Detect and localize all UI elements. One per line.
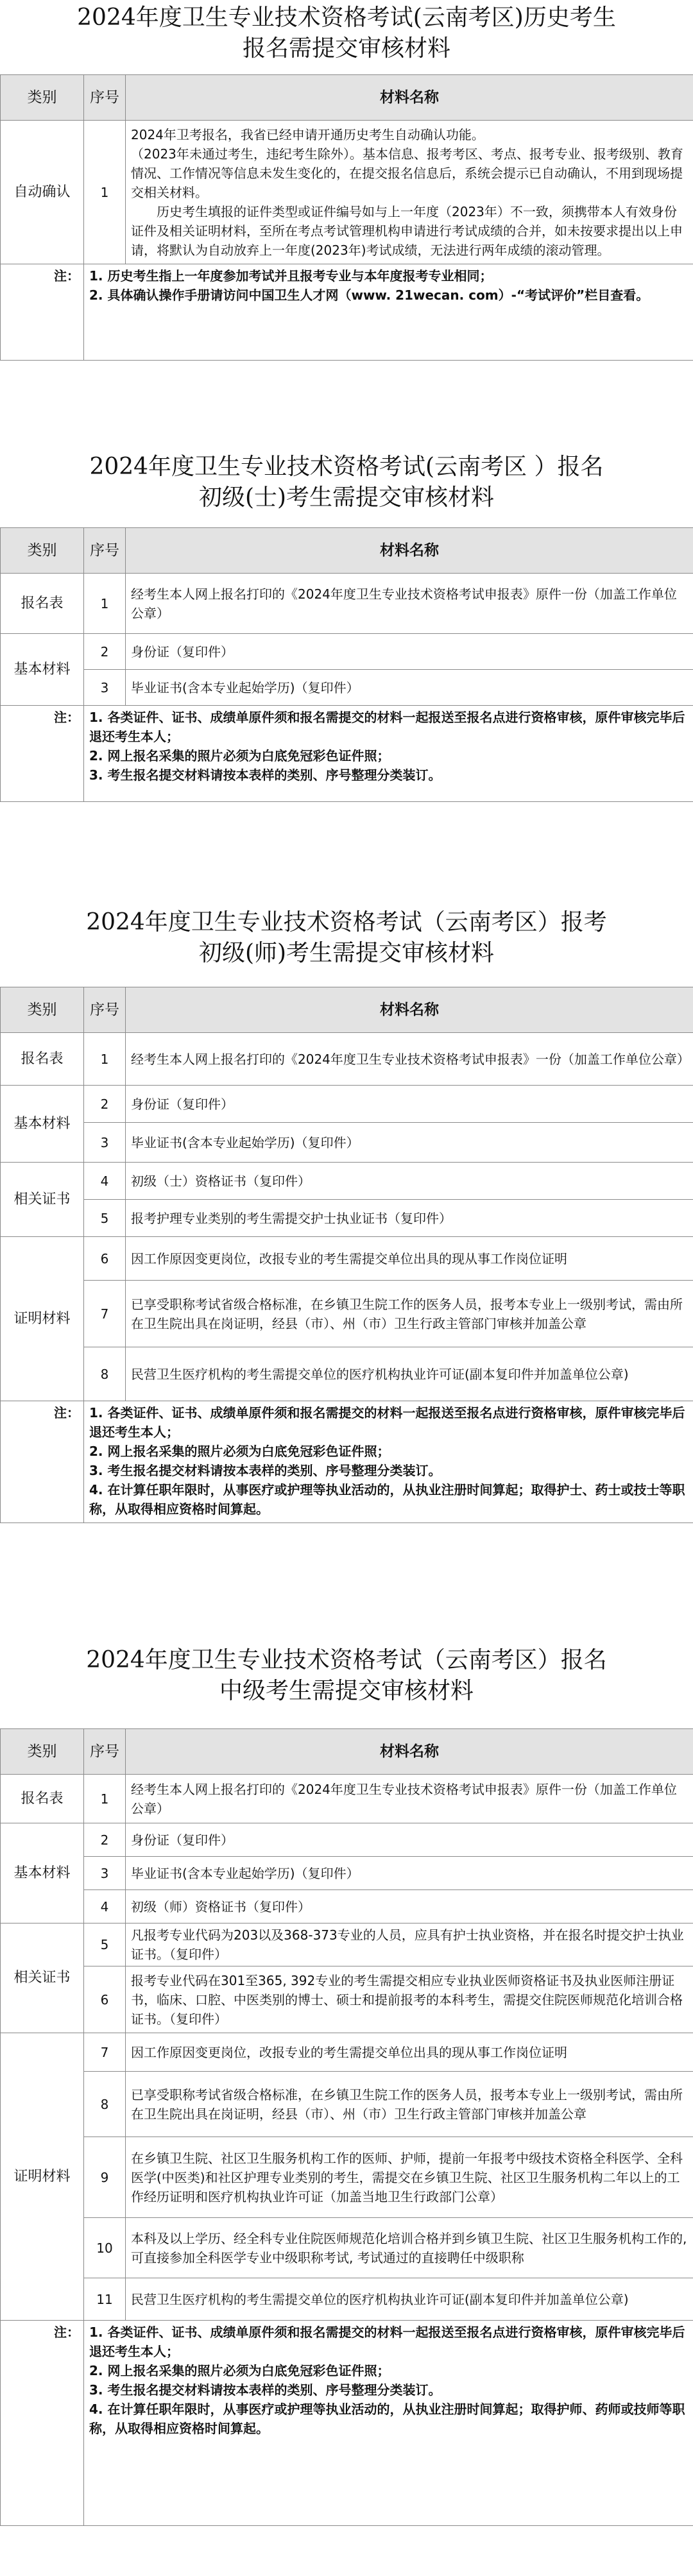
table-row <box>1 1033 693 1086</box>
header-row <box>1 987 693 1033</box>
note-item: 3. 考生报名提交材料请按本表样的类别、序号整理分类装订。 <box>89 2382 441 2398</box>
number-cell: 1 <box>84 574 126 634</box>
notes-cell <box>84 2321 693 2526</box>
notes-row <box>1 706 693 802</box>
table-row <box>1 2072 693 2137</box>
header-row <box>1 528 693 574</box>
title-line: 初级(师)考生需提交审核材料 <box>198 940 495 966</box>
title-line: 报名需提交审核材料 <box>242 35 450 62</box>
material-cell: 已享受职称考试省级合格标准，在乡镇卫生院工作的医务人员，报考本专业上一级别考试，需由所在卫生院出具在岗证明，经县（市）、州（市）卫生行政主管部门审核并加盖公章 <box>126 1281 693 1347</box>
table-row <box>1 670 693 706</box>
number-cell: 3 <box>84 1123 126 1163</box>
number-cell: 10 <box>84 2218 126 2278</box>
number-cell: 1 <box>84 1775 126 1823</box>
material-cell: 在乡镇卫生院、社区卫生服务机构工作的医师、护师，提前一年报考中级技术资格全科医学、全科医学(中医类)和社区护理专业类别的考生，需提交在乡镇卫生院、社区卫生服务机构二年以上的工作经历证明和医疗机构执业许可证（加盖当地卫生行政部门公章） <box>126 2137 693 2218</box>
notes-cell <box>84 264 693 361</box>
number-cell: 4 <box>84 1890 126 1923</box>
material-cell: 身份证（复印件） <box>126 634 693 670</box>
category-cell: 证明材料 <box>1 1237 84 1401</box>
material-cell: 身份证（复印件） <box>126 1086 693 1123</box>
section-2 <box>0 449 693 802</box>
category-cell: 基本材料 <box>1 634 84 706</box>
section-title <box>0 905 693 987</box>
material-cell: 已享受职称考试省级合格标准，在乡镇卫生院工作的医务人员，报考本专业上一级别考试，需由所在卫生院出具在岗证明，经县（市）、州（市）卫生行政主管部门审核并加盖公章 <box>126 2072 693 2137</box>
table-row <box>1 1890 693 1923</box>
note-item: 1. 各类证件、证书、成绩单原件须和报名需提交的材料一起报送至报名点进行资格审核，原件审核完毕后退还考生本人； <box>89 710 685 744</box>
header-name: 材料名称 <box>126 75 693 121</box>
note-label: 注： <box>1 2321 84 2526</box>
note-label: 注： <box>1 264 84 361</box>
title-line: 2024年度卫生专业技术资格考试(云南考区 ）报名 <box>89 454 604 480</box>
note-item: 1. 各类证件、证书、成绩单原件须和报名需提交的材料一起报送至报名点进行资格审核，原件审核完毕后退还考生本人； <box>89 1405 685 1440</box>
title-line: 中级考生需提交审核材料 <box>219 1678 474 1704</box>
section-3 <box>0 905 693 1523</box>
table-row <box>1 1923 693 1966</box>
header-number: 序号 <box>84 1729 126 1775</box>
material-cell: 凡报考专业代码为203以及368-373专业的人员，应具有护士执业资格，并在报名时提交护士执业证书。（复印件） <box>126 1923 693 1966</box>
material-cell: 因工作原因变更岗位，改报专业的考生需提交单位出具的现从事工作岗位证明 <box>126 1237 693 1281</box>
header-name: 材料名称 <box>126 1729 693 1775</box>
material-cell: 身份证（复印件） <box>126 1823 693 1857</box>
table-row <box>1 1163 693 1200</box>
number-cell: 6 <box>84 1237 126 1281</box>
header-row <box>1 1729 693 1775</box>
material-cell: 民营卫生医疗机构的考生需提交单位的医疗机构执业许可证(副本复印件并加盖单位公章) <box>126 2278 693 2321</box>
category-cell: 基本材料 <box>1 1823 84 1923</box>
title-line: 初级(士)考生需提交审核材料 <box>198 484 495 511</box>
category-cell: 报名表 <box>1 574 84 634</box>
material-cell: 毕业证书(含本专业起始学历)（复印件） <box>126 1857 693 1890</box>
number-cell: 3 <box>84 1857 126 1890</box>
header-row <box>1 75 693 121</box>
note-item: 2. 网上报名采集的照片必须为白底免冠彩色证件照； <box>89 748 390 763</box>
number-cell: 8 <box>84 2072 126 2137</box>
number-cell: 5 <box>84 1200 126 1237</box>
note-item: 4. 在计算任职年限时，从事医疗或护理等执业活动的，从执业注册时间算起；取得护师、药师或技师等职称，从取得相应资格时间算起。 <box>89 2401 685 2436</box>
number-cell: 1 <box>84 1033 126 1086</box>
category-cell: 报名表 <box>1 1775 84 1823</box>
material-cell: 初级（师）资格证书（复印件） <box>126 1890 693 1923</box>
note-item: 2. 具体确认操作手册请访问中国卫生人才网（www. 21wecan. com）-“考试评价”栏目查看。 <box>89 287 649 303</box>
title-line: 2024年度卫生专业技术资格考试（云南考区）报名 <box>86 1647 607 1673</box>
table-row <box>1 634 693 670</box>
header-name: 材料名称 <box>126 987 693 1033</box>
table-row <box>1 1823 693 1857</box>
material-cell: 因工作原因变更岗位，改报专业的考生需提交单位出具的现从事工作岗位证明 <box>126 2033 693 2072</box>
number-cell: 4 <box>84 1163 126 1200</box>
table-row <box>1 1966 693 2033</box>
section-title <box>0 1642 693 1728</box>
material-cell: 报考专业代码在301至365, 392专业的考生需提交相应专业执业医师资格证书及执业医师注册证书，临床、口腔、中医类别的博士、硕士和提前报考的本科考生，需提交住院医师规范化培训合格证书。（复印件） <box>126 1966 693 2033</box>
material-cell: 毕业证书(含本专业起始学历)（复印件） <box>126 1123 693 1163</box>
number-cell: 2 <box>84 634 126 670</box>
notes-row <box>1 1401 693 1523</box>
table-row <box>1 1775 693 1823</box>
number-cell: 9 <box>84 2137 126 2218</box>
number-cell: 7 <box>84 2033 126 2072</box>
number-cell: 3 <box>84 670 126 706</box>
section-4 <box>0 1642 693 2526</box>
note-item: 2. 网上报名采集的照片必须为白底免冠彩色证件照； <box>89 1444 390 1459</box>
title-line: 2024年度卫生专业技术资格考试(云南考区)历史考生 <box>77 4 616 31</box>
note-label: 注： <box>1 1401 84 1523</box>
header-number: 序号 <box>84 75 126 121</box>
header-category: 类别 <box>1 987 84 1033</box>
number-cell: 7 <box>84 1281 126 1347</box>
material-cell: 本科及以上学历、经全科专业住院医师规范化培训合格并到乡镇卫生院、社区卫生服务机构工作的, 可直接参加全科医学专业中级职称考试, 考试通过的直接聘任中级职称 <box>126 2218 693 2278</box>
header-name: 材料名称 <box>126 528 693 574</box>
material-cell: 民营卫生医疗机构的考生需提交单位的医疗机构执业许可证(副本复印件并加盖单位公章) <box>126 1347 693 1401</box>
note-item: 3. 考生报名提交材料请按本表样的类别、序号整理分类装订。 <box>89 1463 441 1478</box>
title-line: 2024年度卫生专业技术资格考试（云南考区）报考 <box>86 909 607 935</box>
section-title <box>0 0 693 74</box>
header-category: 类别 <box>1 1729 84 1775</box>
table-row <box>1 2278 693 2321</box>
notes-row <box>1 264 693 361</box>
number-cell: 8 <box>84 1347 126 1401</box>
material-cell: 经考生本人网上报名打印的《2024年度卫生专业技术资格考试申报表》原件一份（加盖工作单位公章） <box>126 574 693 634</box>
number-cell: 6 <box>84 1966 126 2033</box>
category-cell: 自动确认 <box>1 121 84 264</box>
table-row <box>1 1237 693 1281</box>
materials-table <box>0 987 693 1523</box>
notes-cell <box>84 706 693 802</box>
category-cell: 基本材料 <box>1 1086 84 1163</box>
header-category: 类别 <box>1 75 84 121</box>
table-row <box>1 2218 693 2278</box>
table-row <box>1 2137 693 2218</box>
material-cell: 报考护理专业类别的考生需提交护士执业证书（复印件） <box>126 1200 693 1237</box>
table-row <box>1 1347 693 1401</box>
material-cell: 经考生本人网上报名打印的《2024年度卫生专业技术资格考试申报表》一份（加盖工作单位公章） <box>126 1033 693 1086</box>
table-row <box>1 574 693 634</box>
number-cell: 11 <box>84 2278 126 2321</box>
note-label: 注： <box>1 706 84 802</box>
notes-cell <box>84 1401 693 1523</box>
table-row <box>1 1086 693 1123</box>
materials-table <box>0 527 693 802</box>
note-item: 4. 在计算任职年限时，从事医疗或护理等执业活动的，从执业注册时间算起；取得护士、药士或技士等职称，从取得相应资格时间算起。 <box>89 1482 685 1517</box>
table-row <box>1 1123 693 1163</box>
note-item: 1. 各类证件、证书、成绩单原件须和报名需提交的材料一起报送至报名点进行资格审核，原件审核完毕后退还考生本人； <box>89 2324 685 2359</box>
number-cell: 1 <box>84 121 126 264</box>
table-row <box>1 121 693 264</box>
section-title <box>0 449 693 527</box>
header-number: 序号 <box>84 987 126 1033</box>
material-cell: 2024年卫考报名，我省已经申请开通历史考生自动确认功能。 （2023年未通过考生，违纪考生除外）。基本信息、报考考区、考点、报考专业、报考级别、教育情况、工作情况等信息未发生变化的，在提交报名信息后，系统会提示已自动确认，不用到现场提交相关材料。 历史考生填报的证件类型或证件编号如与上一年度（2023年）不一致，须携带本人有效身份证件及相关证明材料，至所在考点考试管理机构申请进行考试成绩的合并，如未按要求提出以上申请，将默认为自动放弃上一年度(2023年)考试成绩，无法进行两年成绩的滚动管理。 <box>126 121 693 264</box>
note-item: 1. 历史考生指上一年度参加考试并且报考专业与本年度报考专业相同； <box>89 268 493 284</box>
category-cell: 相关证书 <box>1 1163 84 1237</box>
number-cell: 5 <box>84 1923 126 1966</box>
section-1 <box>0 0 693 361</box>
table-row <box>1 1200 693 1237</box>
table-row <box>1 2033 693 2072</box>
table-row <box>1 1281 693 1347</box>
material-cell: 经考生本人网上报名打印的《2024年度卫生专业技术资格考试申报表》原件一份（加盖工作单位公章） <box>126 1775 693 1823</box>
number-cell: 2 <box>84 1823 126 1857</box>
table-row <box>1 1857 693 1890</box>
header-category: 类别 <box>1 528 84 574</box>
materials-table <box>0 1728 693 2526</box>
note-item: 3. 考生报名提交材料请按本表样的类别、序号整理分类装订。 <box>89 767 441 783</box>
note-item: 2. 网上报名采集的照片必须为白底免冠彩色证件照； <box>89 2363 390 2378</box>
materials-table <box>0 74 693 361</box>
material-cell: 初级（士）资格证书（复印件） <box>126 1163 693 1200</box>
category-cell: 相关证书 <box>1 1923 84 2033</box>
material-cell: 毕业证书(含本专业起始学历)（复印件） <box>126 670 693 706</box>
header-number: 序号 <box>84 528 126 574</box>
number-cell: 2 <box>84 1086 126 1123</box>
category-cell: 证明材料 <box>1 2033 84 2321</box>
notes-row <box>1 2321 693 2526</box>
category-cell: 报名表 <box>1 1033 84 1086</box>
